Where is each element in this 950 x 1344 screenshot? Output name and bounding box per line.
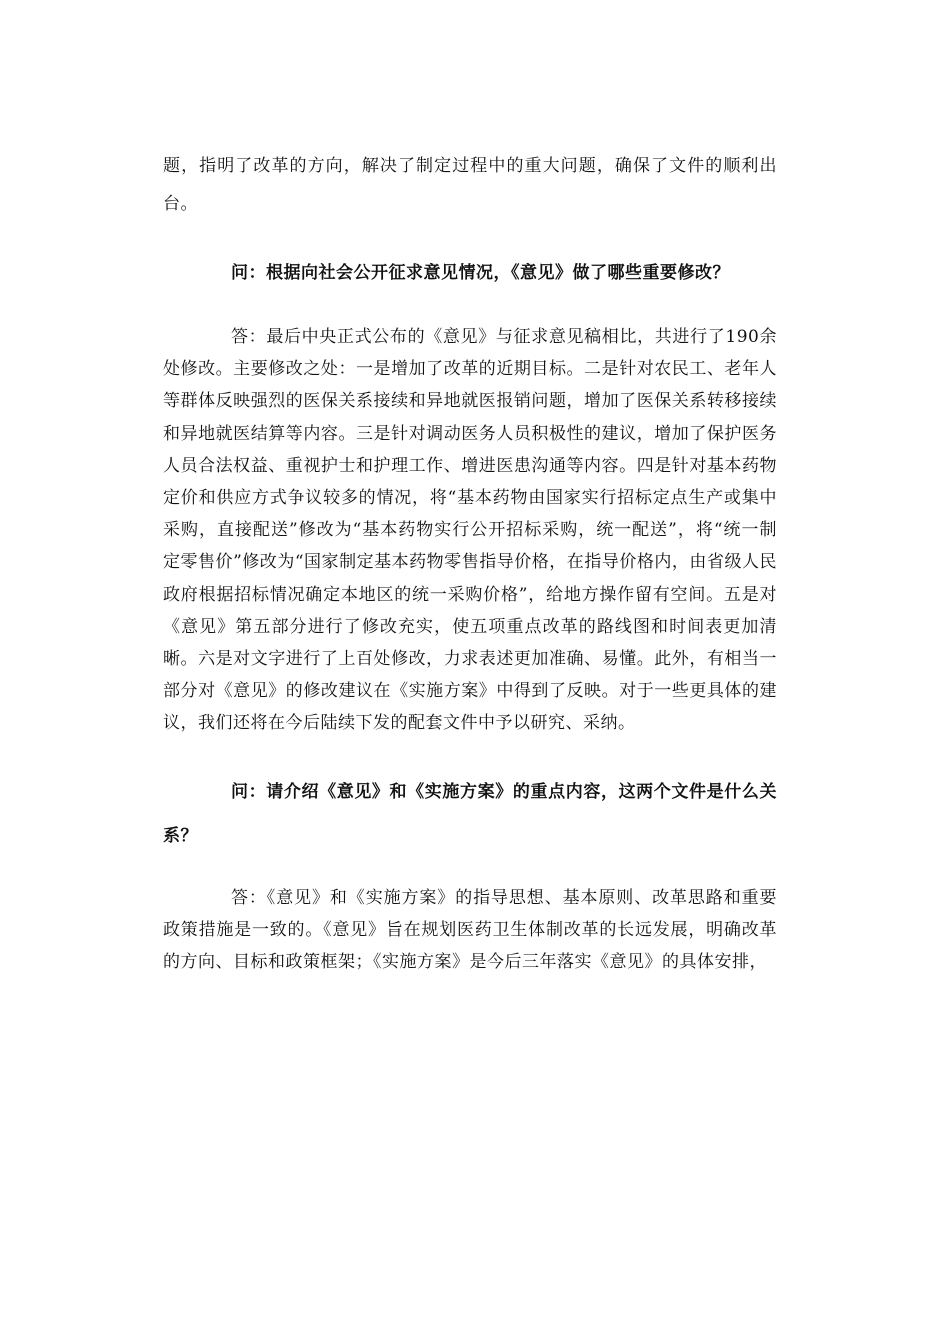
answer-paragraph-revisions: 答：最后中央正式公布的《意见》与征求意见稿相比，共进行了190余处修改。主要修改之处：一是增加了改革的近期目标。二是针对农民工、老年人等群体反映强烈的医保关系接续和异地就医报销问题，增加了医保关系转移接续和异地就医结算等内容。三是针对调动医务人员积极性的建议，增加了保护医务人员合法权益、重视护士和护理工作、增进医患沟通等内容。四是针对基本药物定价和供应方式争议较多的情况，将“基本药物由国家实行招标定点生产或集中采购，直接配送”修改为“基本药物实行公开招标采购，统一配送”，将“统一制定零售价”修改为“国家制定基本药物零售指导价格，在指导价格内，由省级人民政府根据招标情况确定本地区的统一采购价格”，给地方操作留有空间。五是对《意见》第五部分进行了修改充实，使五项重点改革的路线图和时间表更加清晰。六是对文字进行了上百处修改，力求表述更加准确、易懂。此外，有相当一部分对《意见》的修改建议在《实施方案》中得到了反映。对于一些更具体的建议，我们还将在今后陆续下发的配套文件中予以研究、采纳。 (163, 327, 777, 734)
question-heading-revisions: 问：根据向社会公开征求意见情况，《意见》做了哪些重要修改？ (231, 263, 730, 283)
continuation-paragraph: 题，指明了改革的方向，解决了制定过程中的重大问题，确保了文件的顺利出台。 (163, 156, 777, 214)
document-body (163, 147, 777, 978)
answer-paragraph-relationship: 答：《意见》和《实施方案》的指导思想、基本原则、改革思路和重要政策措施是一致的。《意见》旨在规划医药卫生体制改革的长远发展，明确改革的方向、目标和政策框架；《实施方案》是今后三年落实《意见》的具体安排， (163, 887, 777, 973)
question-heading-relationship: 问：请介绍《意见》和《实施方案》的重点内容，这两个文件是什么关系？ (163, 781, 777, 846)
